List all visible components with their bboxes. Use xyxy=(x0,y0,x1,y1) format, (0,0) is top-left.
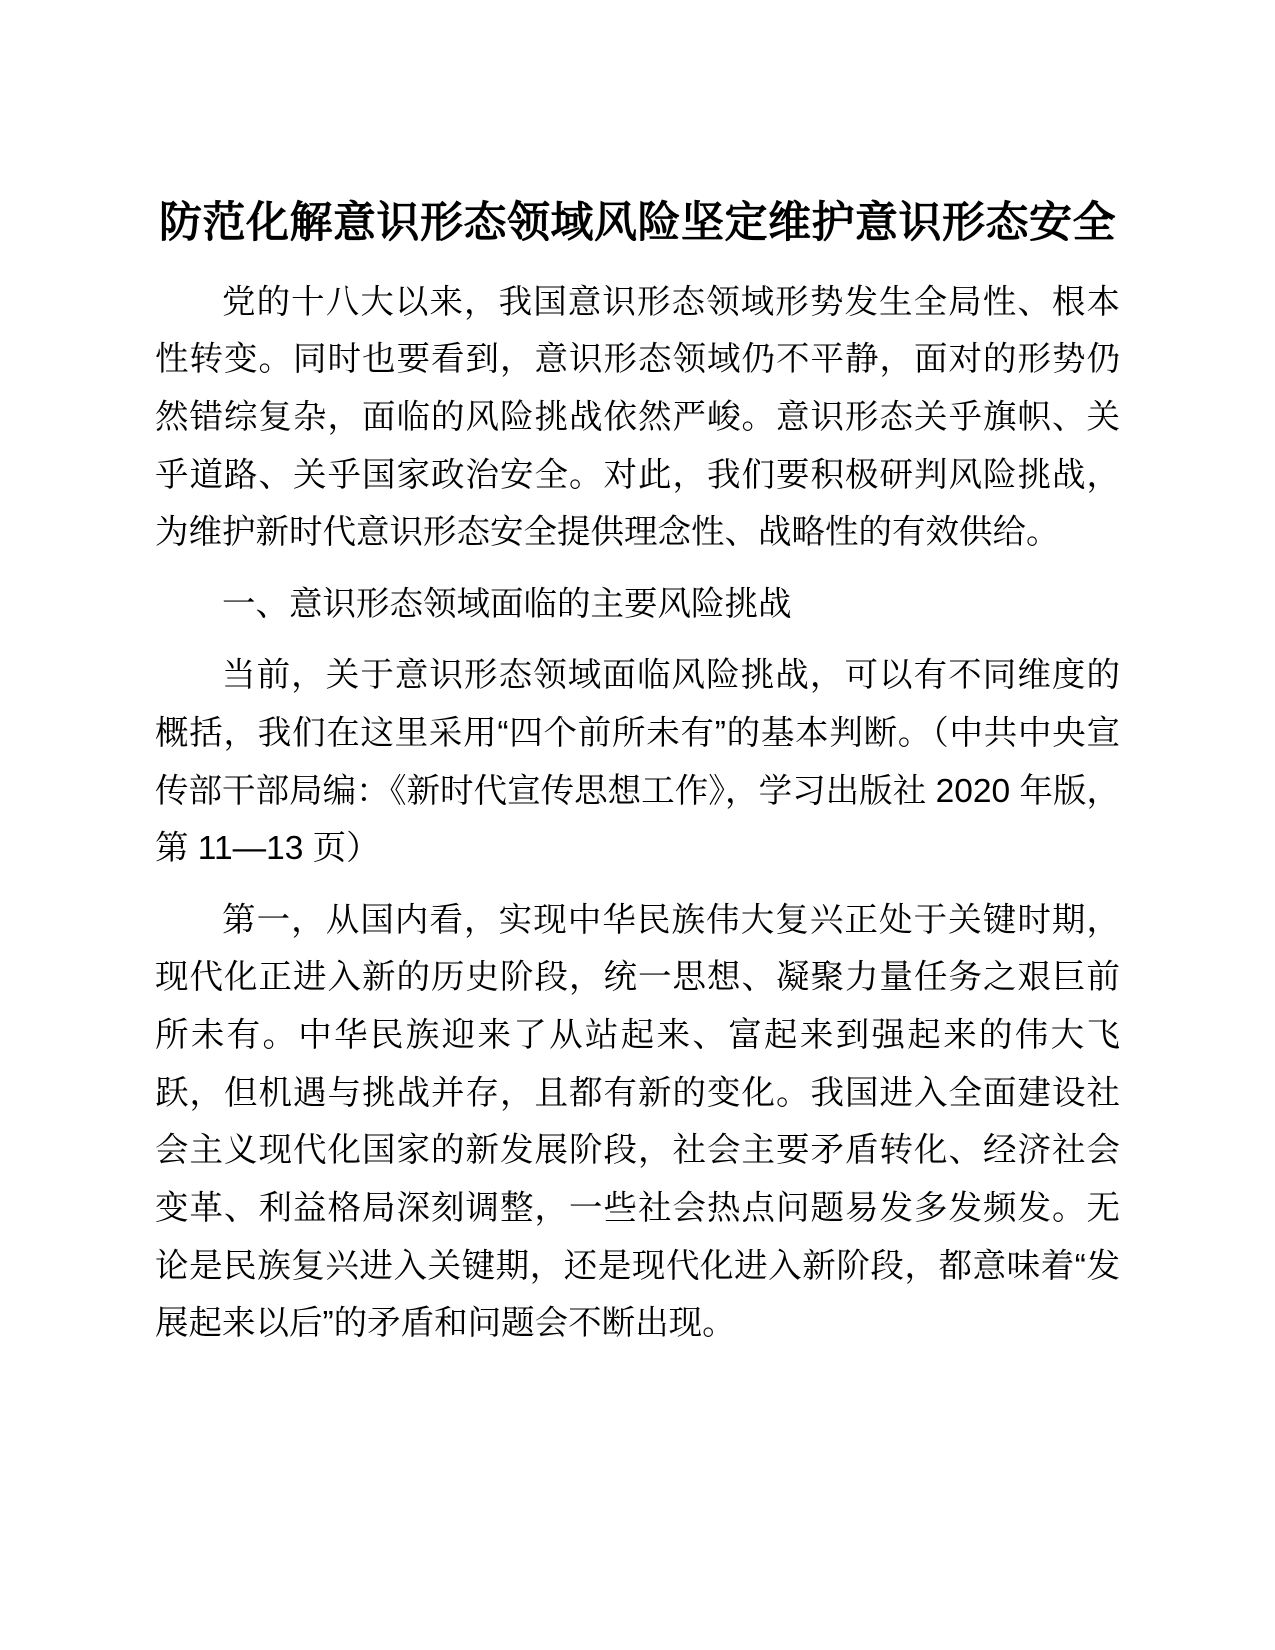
page-title: 防范化解意识形态领域风险坚定维护意识形态安全 xyxy=(159,199,1116,247)
section-heading-1: 一、意识形态领域面临的主要风险挑战 xyxy=(222,585,792,623)
paragraph-citation: 当前，关于意识形态领域面临风险挑战，可以有不同维度的概括，我们在这里采用“四个前所未有”的基本判断。（中共中央宣传部干部局编：《新时代宣传思想工作》，学习出版社 2020 年版，第 11—13 页） xyxy=(155,657,1120,868)
paragraph-point-one: 第一，从国内看，实现中华民族伟大复兴正处于关键时期，现代化正进入新的历史阶段，统一思想、凝聚力量任务之艰巨前所未有。中华民族迎来了从站起来、富起来到强起来的伟大飞跃，但机遇与挑战并存，且都有新的变化。我国进入全面建设社会主义现代化国家的新发展阶段，社会主要矛盾转化、经济社会变革、利益格局深刻调整，一些社会热点问题易发多发频发。无论是民族复兴进入关键期，还是现代化进入新阶段，都意味着“发展起来以后”的矛盾和问题会不断出现。 xyxy=(155,901,1120,1343)
paragraph-intro: 党的十八大以来，我国意识形态领域形势发生全局性、根本性转变。同时也要看到，意识形态领域仍不平静，面对的形势仍然错综复杂，面临的风险挑战依然严峻。意识形态关乎旗帜、关乎道路、关乎国家政治安全。对此，我们要积极研判风险挑战，为维护新时代意识形态安全提供理念性、战略性的有效供给。 xyxy=(155,283,1120,552)
